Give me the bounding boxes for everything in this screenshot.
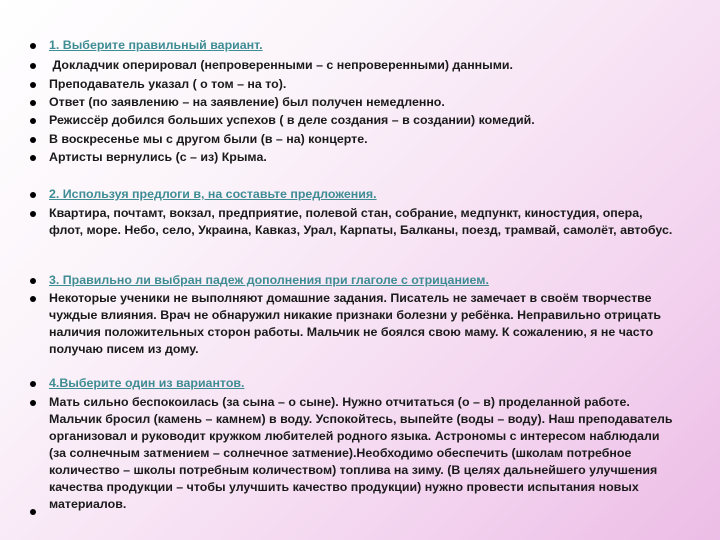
- section-3-item-1: Некоторые ученики не выполняют домашние задания. Писатель не замечает в своём творчестве чуждые влияния. Врач не обнаружил никакие признаки болезни у ребёнка. Неправильно отрицать наличия положительных сторон работы. Мальчик не боялся свою маму. К сожалению, я не часто получаю писем из дому.: [49, 291, 665, 356]
- section-2-heading: 2. Используя предлоги в, на составьте предложения.: [49, 187, 377, 201]
- section-1-item-3: Ответ (по заявлению – на заявление) был получен немедленно.: [49, 95, 445, 109]
- bullet: [30, 278, 36, 284]
- bullet: [30, 400, 36, 406]
- bullet: [30, 211, 36, 217]
- section-1-item-2: Преподаватель указал ( о том – на то).: [49, 77, 287, 91]
- bullet: [30, 63, 36, 69]
- section-4-heading: 4.Выберите один из вариантов.: [49, 376, 245, 390]
- section-1-item-6: Артисты вернулись (с – из) Крыма.: [49, 150, 267, 164]
- bullet: [30, 155, 36, 161]
- section-2-item-1: Квартира, почтамт, вокзал, предприятие, полевой стан, собрание, медпункт, киностудия, опера, флот, море. Небо, село, Украина, Кавказ, Урал, Карпаты, Балканы, поезд, трамвай, самолёт, автобус.: [49, 206, 673, 237]
- bullet: [30, 82, 36, 88]
- bullet: [30, 381, 36, 387]
- bullet: [30, 296, 36, 302]
- section-4-item-1: Мать сильно беспокоилась (за сына – о сыне). Нужно отчитаться (о – в) проделанной работе. Мальчик бросил (камень – камнем) в воду. Успокойтесь, выпейте (воды – воду). Наш преподаватель организовал и руководит кружком любителей родного языка. Астрономы с интересом наблюдали (за солнечным затмением – солнечное затмение).Необходимо обеспечить (школам потребное количество – школы потребным количеством) топлива на зиму. (В целях дальнейшего улучшения качества продукции – чтобы улучшить качество продукции) нужно провести испытания новых материалов.: [49, 395, 676, 511]
- section-1-item-4: Режиссёр добился больших успехов ( в деле создания – в создании) комедий.: [49, 113, 535, 127]
- bullet: [30, 192, 36, 198]
- section-1-heading: 1. Выберите правильный вариант.: [49, 38, 263, 52]
- bullet: [30, 43, 36, 49]
- bullet: [30, 509, 36, 515]
- section-1-item-1: Докладчик оперировал (непроверенными – с непроверенными) данными.: [49, 58, 513, 72]
- section-1-item-5: В воскресенье мы с другом были (в – на) концерте.: [49, 132, 368, 146]
- section-3-heading: 3. Правильно ли выбран падеж дополнения при глаголе с отрицанием.: [49, 273, 489, 287]
- bullet: [30, 100, 36, 106]
- bullet: [30, 137, 36, 143]
- bullet: [30, 118, 36, 124]
